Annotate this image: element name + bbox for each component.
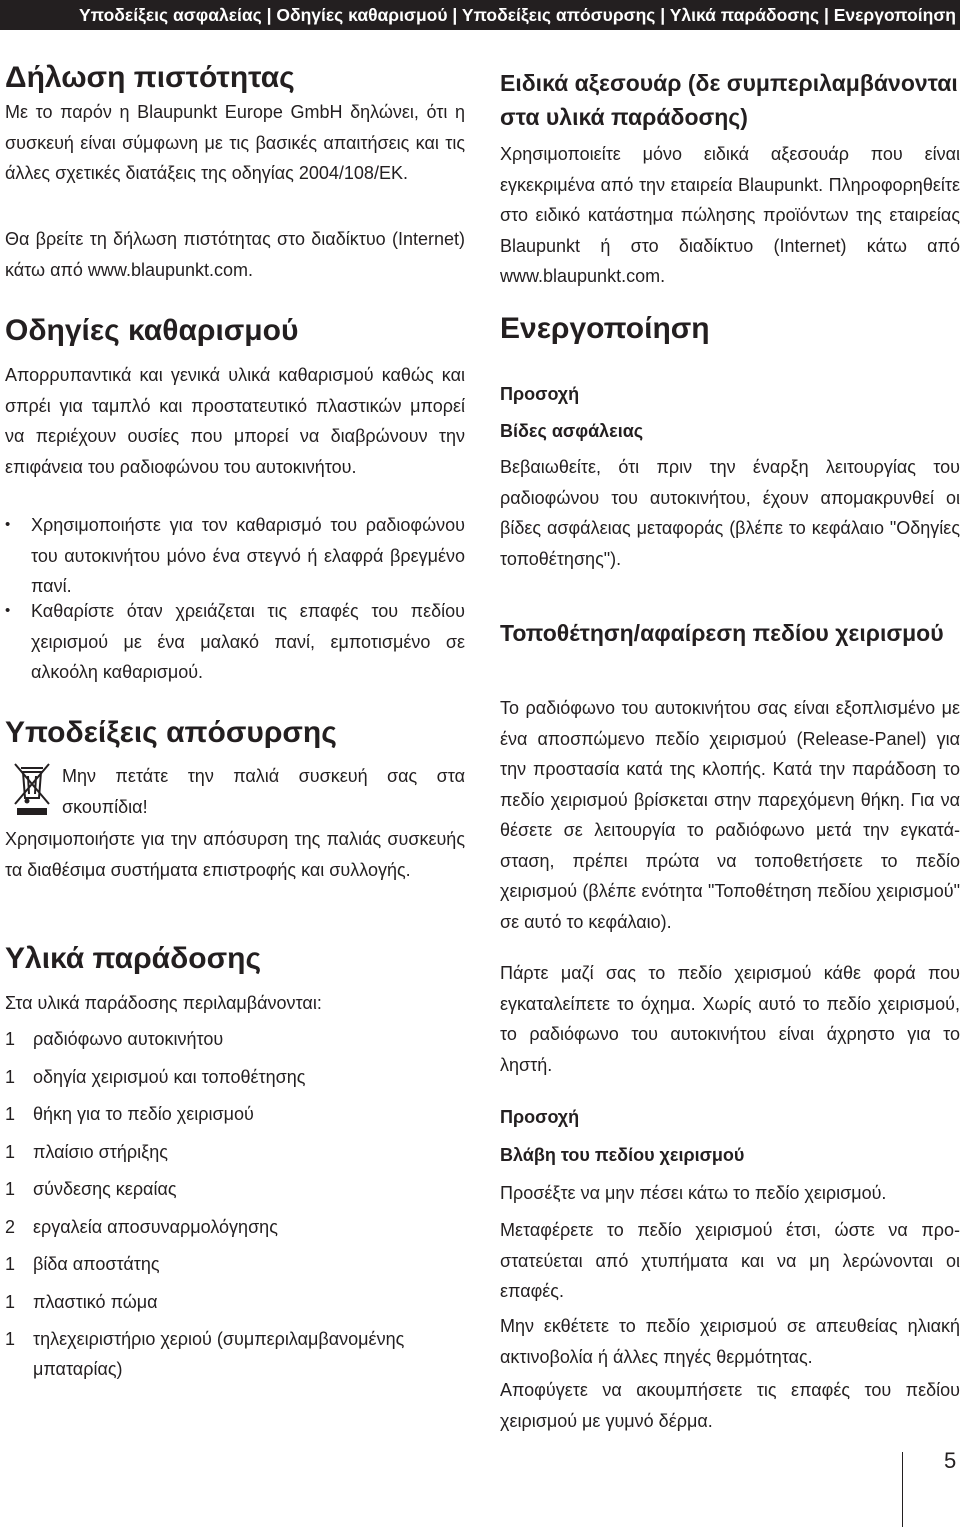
- accessories-title: Ειδικά αξεσουάρ (δε συμπεριλαμβάνονται στα υλικά παράδοσης): [500, 70, 958, 130]
- delivery-item-name: θήκη για το πεδίο χειρισμού: [33, 1104, 254, 1124]
- disposal-text: Χρησιμοποιήστε για την απόσυρση της παλιάς συσκευής τα διαθέσιμα συστήματα επιστροφής και συλλογής.: [5, 829, 465, 880]
- panel-paragraph-5: Μην εκθέτετε το πεδίο χειρισμού σε απευθείας ηλιακή ακτινοβολία ή άλλες πηγές θερμότητας.: [500, 1316, 960, 1367]
- delivery-item-qty: 1: [5, 1329, 16, 1349]
- delivery-item-name: εργαλεία αποσυναρμολόγησης: [33, 1216, 278, 1237]
- page-number-rule: [902, 1452, 903, 1527]
- delivery-list-item: [5, 1137, 465, 1167]
- accessories-text: Χρησιμοποιείτε μόνο ειδικά αξεσουάρ που είναι εγκεκριμένα από την εταιρεία Blaupunkt. Πληροφορηθείτε στο ειδικό κατάστημα πώλησης προϊόντων της εταιρείας Blaupunkt ή στο διαδίκτυο (Internet) κάτω από www.blaupunkt.com.: [500, 144, 960, 286]
- delivery-item-qty: 1: [5, 1066, 16, 1087]
- delivery-list-item: [5, 1062, 465, 1092]
- delivery-item-name: βίδα αποστάτης: [33, 1254, 160, 1274]
- delivery-list-item: [5, 1212, 465, 1242]
- crossed-out-wheelie-bin-icon: [9, 760, 53, 816]
- delivery-list-item: [5, 1249, 465, 1279]
- delivery-item-name: πλαίσιο στήριξης: [33, 1141, 168, 1162]
- disposal-warning: Μην πετάτε την παλιά συσκευή σας στα σκουπίδια!: [62, 766, 465, 817]
- delivery-item-qty: 1: [5, 1141, 16, 1162]
- header-breadcrumb: Υποδείξεις ασφαλείας | Οδηγίες καθαρισμού | Υποδείξεις απόσυρσης | Υλικά παράδοσης | Ενεργοποίηση: [0, 0, 960, 30]
- declaration-paragraph-1: Με το παρόν η Blaupunkt Europe GmbH δηλώνει, ότι η συσκευή είναι σύμφωνη με τις βασικές απαιτήσεις και τις άλλες σχετικές διατάξεις της οδηγίας 2004/108/ΕΚ.: [5, 102, 465, 183]
- panel-paragraph-1: Το ραδιόφωνο του αυτοκινήτου σας είναι εξοπλισμένο με ένα αποσπώμενο πεδίο χειρισμού (Release-Panel) για την προστασία κατά της κλοπής. Κατά την παράδοση το πεδίο χειρισμού βρίσκεται στην παρεχόμενη θήκη. Για να θέσετε σε λειτουργία το ραδιόφωνο μετά την εγκατάσταση, πρέπει πρώτα να τοποθετήσετε το πεδίο χειρισμού (βλέπε ενότητα "Τοποθέτηση πεδίου χειρισμού" σε αυτό το κεφάλαιο).: [500, 698, 960, 932]
- cleaning-intro: Απορρυπαντικά και γενικά υλικά καθαρισμού καθώς και σπρέι για ταμπλό και προστατευτικό πλαστικών μπορεί να περιέχουν ουσίες που μπορεί να διαβρώνουν την επιφάνεια του ραδιοφώνου του αυτοκινήτου.: [5, 365, 465, 477]
- delivery-item-name: ραδιόφωνο αυτοκινήτου: [33, 1029, 224, 1049]
- panel-caution-label: Προσοχή: [500, 1107, 580, 1127]
- delivery-item-qty: 1: [5, 1291, 16, 1312]
- delivery-item-name: τηλεχειριστήριο χεριού (συμπεριλαμβανομένης μπαταρίας): [33, 1329, 405, 1379]
- delivery-item-name: οδηγία χειρισμού και τοποθέτησης: [33, 1066, 306, 1087]
- panel-paragraph-6: Αποφύγετε να ακουμπήσετε τις επαφές του πεδίου χειρισμού με γυμνό δέρμα.: [500, 1380, 960, 1431]
- panel-paragraph-2: Πάρτε μαζί σας το πεδίο χειρισμού κάθε φορά που εγκαταλείπετε το όχημα. Χωρίς αυτό το πεδίο χειρισμού, το ραδιόφωνο του αυτοκινήτου είναι άχρηστο για το ληστή.: [500, 963, 960, 1075]
- page-number: 5: [944, 1448, 957, 1473]
- delivery-item-qty: 2: [5, 1216, 16, 1237]
- delivery-item-qty: 1: [5, 1029, 16, 1049]
- panel-paragraph-4: Μεταφέρετε το πεδίο χειρισμού έτσι, ώστε να προστατεύεται από χτυπήματα και να μη λερώνονται οι επαφές.: [500, 1220, 960, 1301]
- activation-subtitle: Βίδες ασφάλειας: [500, 421, 644, 441]
- delivery-intro: Στα υλικά παράδοσης περιλαμβάνονται:: [5, 993, 322, 1013]
- cleaning-bullet-2: • Καθαρίστε όταν χρειάζεται τις επαφές του πεδίου χειρισμού με ένα μαλακό πανί, εμποτισμένο σε αλκοόλη καθαρισμού.: [5, 596, 465, 688]
- activation-title: Ενεργοποίηση: [500, 312, 710, 345]
- delivery-list-item: [5, 1099, 465, 1129]
- delivery-list-item: [5, 1024, 465, 1054]
- panel-subtitle: Βλάβη του πεδίου χειρισμού: [500, 1145, 745, 1165]
- disposal-title: Υποδείξεις απόσυρσης: [5, 716, 337, 749]
- delivery-item-qty: 1: [5, 1104, 16, 1124]
- delivery-list-item: [5, 1324, 465, 1384]
- declaration-paragraph-2: Θα βρείτε τη δήλωση πιστότητας στο διαδίκτυο (Internet) κάτω από www.blaupunkt.com.: [5, 229, 465, 280]
- panel-title: Τοποθέτηση/αφαίρεση πεδίου χειρισμού: [500, 620, 944, 646]
- declaration-title: Δήλωση πιστότητας: [5, 61, 295, 94]
- activation-text: Βεβαιωθείτε, ότι πριν την έναρξη λειτουργίας του ραδιοφώνου του αυτοκινήτου, έχουν απομακρυνθεί οι βίδες ασφάλειας μεταφοράς (βλέπε το κεφάλαιο "Οδηγίες τοποθέτησης").: [500, 457, 960, 569]
- delivery-title: Υλικά παράδοσης: [5, 942, 262, 975]
- delivery-list-item: [5, 1174, 465, 1204]
- delivery-list-item: [5, 1287, 465, 1317]
- activation-caution-label: Προσοχή: [500, 384, 580, 404]
- delivery-item-name: πλαστικό πώμα: [33, 1291, 158, 1312]
- delivery-item-name: σύνδεσης κεραίας: [33, 1179, 177, 1199]
- cleaning-title: Οδηγίες καθαρισμού: [5, 314, 299, 347]
- panel-paragraph-3: Προσέξτε να μην πέσει κάτω το πεδίο χειρισμού.: [500, 1183, 887, 1203]
- delivery-item-qty: 1: [5, 1179, 16, 1199]
- delivery-item-qty: 1: [5, 1254, 16, 1274]
- cleaning-bullet-1: • Χρησιμοποιήστε για τον καθαρισμό του ραδιοφώνου του αυτοκινήτου μόνο ένα στεγνό ή ελαφρά βρεγμένο πανί.: [5, 510, 465, 602]
